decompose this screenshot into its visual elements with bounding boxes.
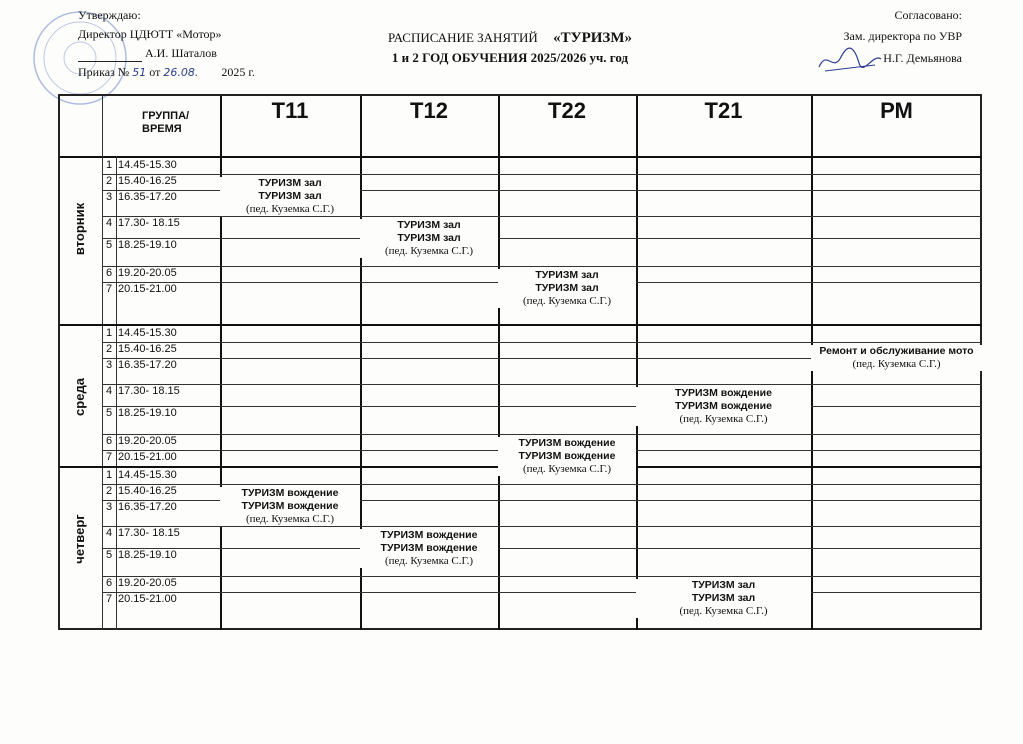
slot-number: 4 <box>105 217 113 229</box>
slot-time: 17.30- 18.15 <box>118 217 180 229</box>
lesson-title: ТУРИЗМ вождение <box>380 529 478 541</box>
director-title: Директор ЦДЮТТ «Мотор» <box>78 27 222 41</box>
lesson-title: ТУРИЗМ вождение <box>241 487 339 499</box>
lesson-title: ТУРИЗМ вождение <box>518 437 616 449</box>
lesson-title: ТУРИЗМ вождение <box>675 387 772 399</box>
order-year: 2025 г. <box>221 65 255 79</box>
column-header-т12: Т12 <box>410 98 448 123</box>
grid-line <box>102 216 982 217</box>
slot-number: 5 <box>105 407 113 419</box>
grid-line <box>636 96 638 630</box>
slot-number: 4 <box>105 527 113 539</box>
lesson-title: ТУРИЗМ вождение <box>380 542 478 554</box>
teacher-name: (пед. Куземка С.Г.) <box>522 463 611 475</box>
slot-number: 2 <box>105 485 113 497</box>
teacher-name: (пед. Куземка С.Г.) <box>384 555 473 567</box>
subtitle: 1 и 2 ГОД ОБУЧЕНИЯ 2025/2026 уч. год <box>391 50 629 65</box>
lesson-tue-t22 <box>498 269 636 308</box>
lesson-title: ТУРИЗМ зал <box>258 190 322 202</box>
slot-time: 14.45-15.30 <box>118 469 177 481</box>
lesson-wed-rm <box>811 345 982 371</box>
order-prefix: Приказ № <box>78 65 130 79</box>
agreed-label: Согласовано: <box>894 8 962 22</box>
order-date: 26.08. <box>163 66 199 79</box>
signature-scribble <box>815 45 885 75</box>
slot-time: 15.40-16.25 <box>118 485 177 497</box>
slot-time: 20.15-21.00 <box>118 283 177 295</box>
teacher-name: (пед. Куземка С.Г.) <box>384 245 473 257</box>
slot-time: 15.40-16.25 <box>118 343 177 355</box>
lesson-title: ТУРИЗМ зал <box>691 592 756 604</box>
teacher-name: (пед. Куземка С.Г.) <box>679 605 768 617</box>
approval-block <box>78 8 255 80</box>
slot-time: 20.15-21.00 <box>118 593 177 605</box>
grid-line <box>102 576 982 577</box>
lesson-title: ТУРИЗМ зал <box>535 269 599 281</box>
document-title-block <box>300 30 720 65</box>
lesson-title: ТУРИЗМ вождение <box>241 500 339 512</box>
director-name: А.И. Шаталов <box>145 46 217 60</box>
day-label-2: среда <box>72 378 87 416</box>
column-header-т22: Т22 <box>548 98 586 123</box>
slot-number: 6 <box>105 435 113 447</box>
grid-line <box>102 174 982 175</box>
lesson-title: Ремонт и обслуживание мото <box>819 345 974 357</box>
teacher-name: (пед. Куземка С.Г.) <box>245 203 334 215</box>
order-line <box>78 65 255 80</box>
slot-time: 19.20-20.05 <box>118 435 177 447</box>
teacher-name: (пед. Куземка С.Г.) <box>522 295 611 307</box>
lesson-tue-t12 <box>360 219 498 258</box>
slot-number: 7 <box>105 451 113 463</box>
lesson-tue-t11 <box>220 177 360 216</box>
grid-line <box>102 406 982 407</box>
order-number: 51 <box>132 66 147 79</box>
slot-time: 16.35-17.20 <box>118 501 177 513</box>
slot-time: 20.15-21.00 <box>118 451 177 463</box>
lesson-title: ТУРИЗМ вождение <box>518 450 616 462</box>
lesson-title: ТУРИЗМ зал <box>691 579 756 591</box>
slot-number: 3 <box>105 191 113 203</box>
day-label-1: вторник <box>72 202 87 256</box>
lesson-title: ТУРИЗМ зал <box>397 219 461 231</box>
grid-line <box>102 266 982 267</box>
schedule-table <box>58 94 982 630</box>
slot-time: 18.25-19.10 <box>118 239 177 251</box>
grid-line <box>102 342 982 343</box>
group-time-header: ГРУППА/ ВРЕМЯ <box>142 110 190 135</box>
slot-number: 2 <box>105 343 113 355</box>
lesson-title: ТУРИЗМ зал <box>535 282 599 294</box>
slot-time: 18.25-19.10 <box>118 407 177 419</box>
day-label-3: четверг <box>72 514 87 564</box>
grid-line <box>60 156 982 158</box>
title-program: «ТУРИЗМ» <box>553 30 632 46</box>
column-header-т11: Т11 <box>271 98 309 123</box>
slot-number: 7 <box>105 283 113 295</box>
slot-time: 17.30- 18.15 <box>118 385 180 397</box>
grid-line <box>102 384 982 385</box>
slot-number: 7 <box>105 593 113 605</box>
grid-line <box>60 324 982 326</box>
grid-line <box>102 238 982 239</box>
slot-time: 19.20-20.05 <box>118 577 177 589</box>
slot-number: 1 <box>105 469 113 481</box>
slot-time: 17.30- 18.15 <box>118 527 180 539</box>
title: РАСПИСАНИЕ ЗАНЯТИЙ <box>388 30 538 45</box>
slot-number: 3 <box>105 359 113 371</box>
director-signature-line <box>78 46 255 62</box>
slot-time: 16.35-17.20 <box>118 359 177 371</box>
grid-line <box>102 548 982 549</box>
teacher-name: (пед. Куземка С.Г.) <box>245 513 334 525</box>
grid-line <box>102 526 982 527</box>
slot-number: 5 <box>105 549 113 561</box>
slot-time: 18.25-19.10 <box>118 549 177 561</box>
slot-number: 6 <box>105 267 113 279</box>
grid-line <box>102 592 982 593</box>
slot-time: 15.40-16.25 <box>118 175 177 187</box>
teacher-name: (пед. Куземка С.Г.) <box>852 358 941 370</box>
column-header-рм: РМ <box>880 98 913 123</box>
deputy-name: Н.Г. Демьянова <box>883 51 962 65</box>
lesson-thu-t12 <box>360 529 498 568</box>
slot-time: 16.35-17.20 <box>118 191 177 203</box>
lesson-thu-t21 <box>636 579 811 618</box>
lesson-wed-t22 <box>498 437 636 476</box>
column-header-т21: Т21 <box>704 98 743 123</box>
slot-number: 1 <box>105 327 113 339</box>
lesson-title: ТУРИЗМ вождение <box>675 400 772 412</box>
slot-number: 6 <box>105 577 113 589</box>
slot-number: 3 <box>105 501 113 513</box>
grid-line <box>102 434 982 435</box>
slot-number: 2 <box>105 175 113 187</box>
slot-time: 14.45-15.30 <box>118 159 177 171</box>
deputy-title: Зам. директора по УВР <box>843 29 962 43</box>
title-line <box>300 30 720 46</box>
slot-time: 19.20-20.05 <box>118 267 177 279</box>
grid-line <box>102 484 982 485</box>
lesson-title: ТУРИЗМ зал <box>397 232 461 244</box>
order-from: от <box>149 65 161 79</box>
lesson-title: ТУРИЗМ зал <box>258 177 322 189</box>
slot-number: 5 <box>105 239 113 251</box>
signature-blank <box>78 46 142 62</box>
slot-number: 4 <box>105 385 113 397</box>
teacher-name: (пед. Куземка С.Г.) <box>679 413 768 425</box>
lesson-wed-t21 <box>636 387 811 426</box>
grid-line <box>498 96 500 630</box>
approve-label: Утверждаю: <box>78 8 141 22</box>
slot-number: 1 <box>105 159 113 171</box>
lesson-thu-t11 <box>220 487 360 526</box>
slot-time: 14.45-15.30 <box>118 327 177 339</box>
